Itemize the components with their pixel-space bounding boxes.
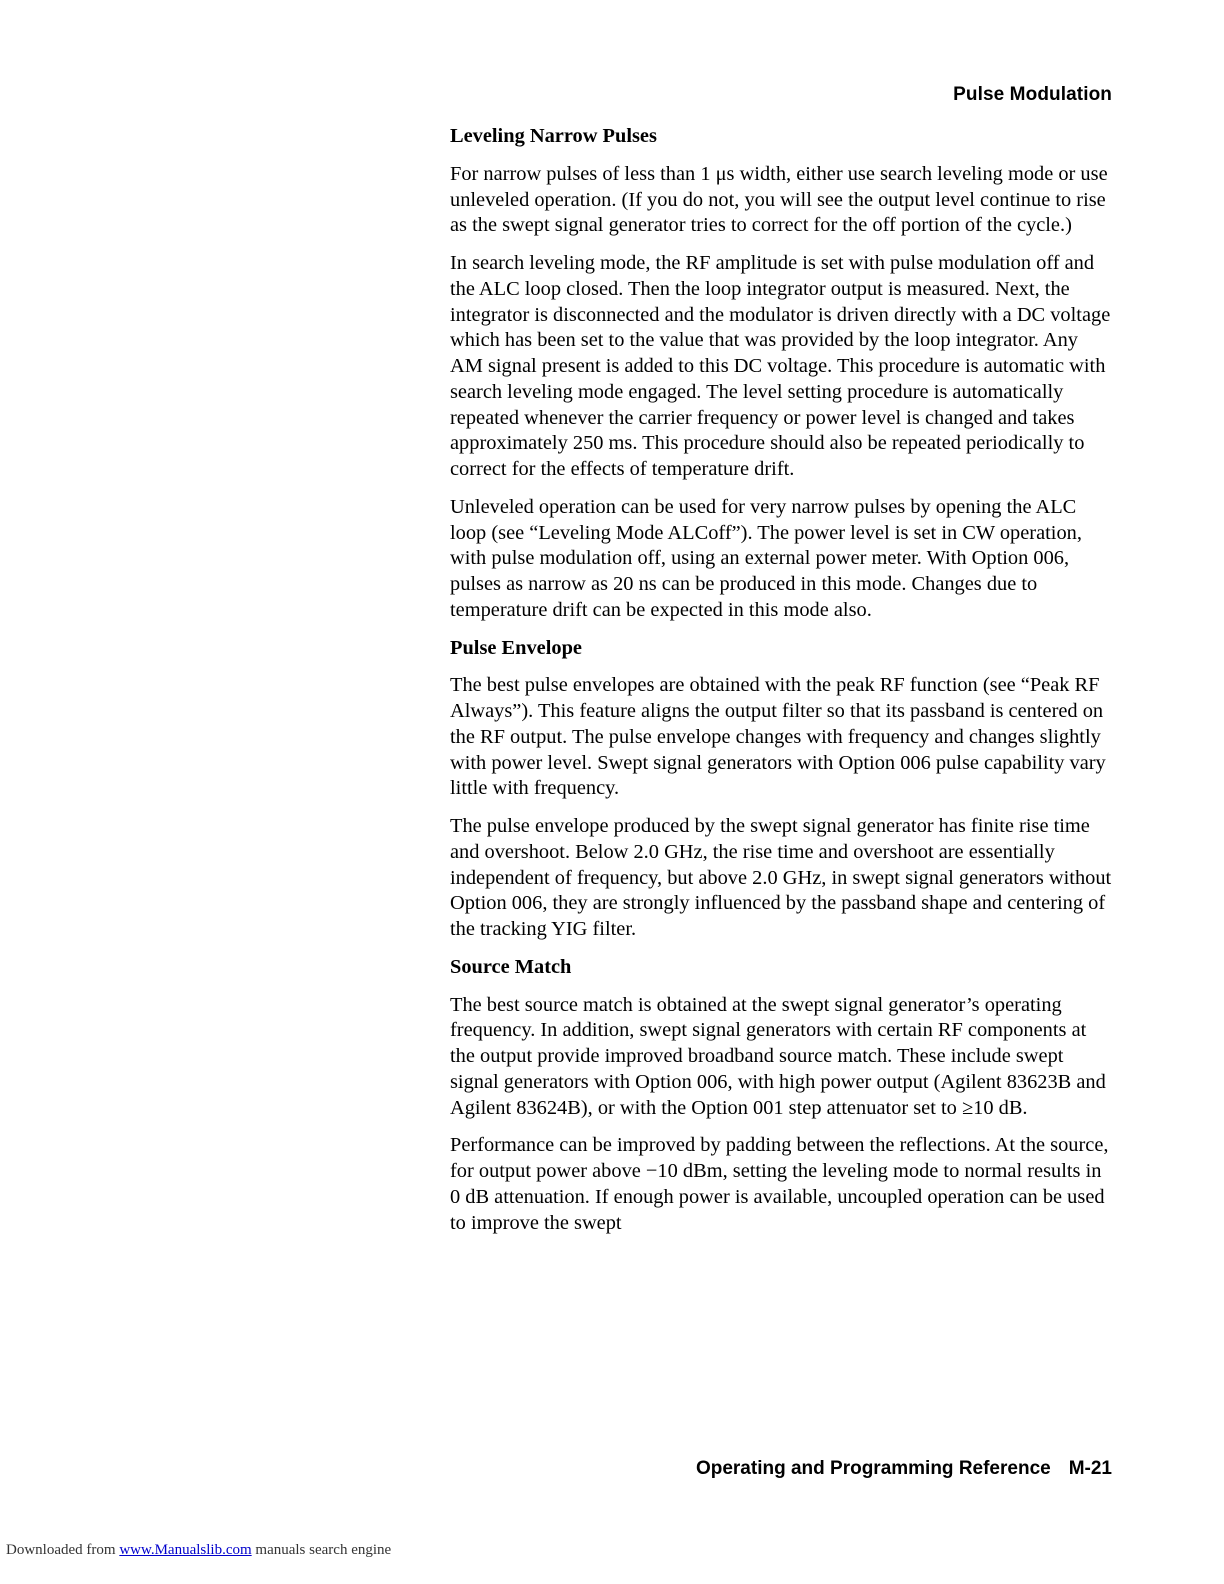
paragraph: Unleveled operation can be used for very narrow pulses by opening the ALC loop (see “Leveling Mode ALCoff”). The power level is set in CW operation, with pulse modulation off, using an external power meter. With Option 006, pulses as narrow as 20 ns can be produced in this mode. Changes due to temperature drift can be expected in this mode also. [450,495,1082,621]
download-prefix: Downloaded from [6,1542,116,1558]
paragraph: Performance can be improved by padding between the reflections. At the source, for output power above −10 dBm, setting the leveling mode to normal results in 0 dB attenuation. If enough power is available, uncoupled operation can be used to improve the swept [450,1134,1109,1234]
download-suffix: manuals search engine [255,1542,392,1558]
footer-title: Operating and Programming Reference [695,1458,1051,1479]
paragraph: In search leveling mode, the RF amplitude is set with pulse modulation off and the ALC loop closed. Then the loop integrator output is measured. Next, the integrator is disconnected and the modulator is driven directly with a DC voltage which has been set to the value that was provided by the loop integrator. Any AM signal present is added to this DC voltage. This procedure is automatic with search leveling mode engaged. The level setting procedure is automatically repeated whenever the carrier frequency or power level is changed and takes approximately 250 ms. This procedure should also be repeated periodically to correct for the effects of temperature drift. [450,252,1111,480]
paragraph: The best source match is obtained at the swept signal generator’s operating frequency. In addition, swept signal generators with certain RF components at the output provide improved broadband source match. These include swept signal generators with Option 006, with high power output (Agilent 83623B and Agilent 83624B), or with the Option 001 step attenuator set to ≥10 dB. [450,993,1106,1119]
running-title: Pulse Modulation [953,84,1112,105]
page-body [450,124,1114,1236]
paragraph: For narrow pulses of less than 1 μs width, either use search leveling mode or use unleveled operation. (If you do not, you will see the output level continue to rise as the swept signal generator tries to correct for the off portion of the cycle.) [450,162,1108,237]
paragraph: The best pulse envelopes are obtained with the peak RF function (see “Peak RF Always”). This feature aligns the output filter so that its passband is centered on the RF output. The pulse envelope changes with frequency and changes slightly with power level. Swept signal generators with Option 006 pulse capability vary little with frequency. [450,674,1106,800]
section-heading-leveling-narrow-pulses: Leveling Narrow Pulses [450,125,657,147]
section-heading-source-match: Source Match [450,955,572,978]
download-note [6,1542,391,1559]
page-footer [696,1458,1112,1480]
manualslib-link[interactable]: www.Manualslib.com [119,1542,252,1558]
page-number: M-21 [1068,1458,1112,1479]
paragraph: The pulse envelope produced by the swept signal generator has finite rise time and overshoot. Below 2.0 GHz, the rise time and overshoot are essentially independent of frequency, but above 2.0 GHz, in swept signal generators without Option 006, they are strongly influenced by the passband shape and centering of the tracking YIG filter. [450,815,1112,940]
section-heading-pulse-envelope: Pulse Envelope [450,636,582,659]
